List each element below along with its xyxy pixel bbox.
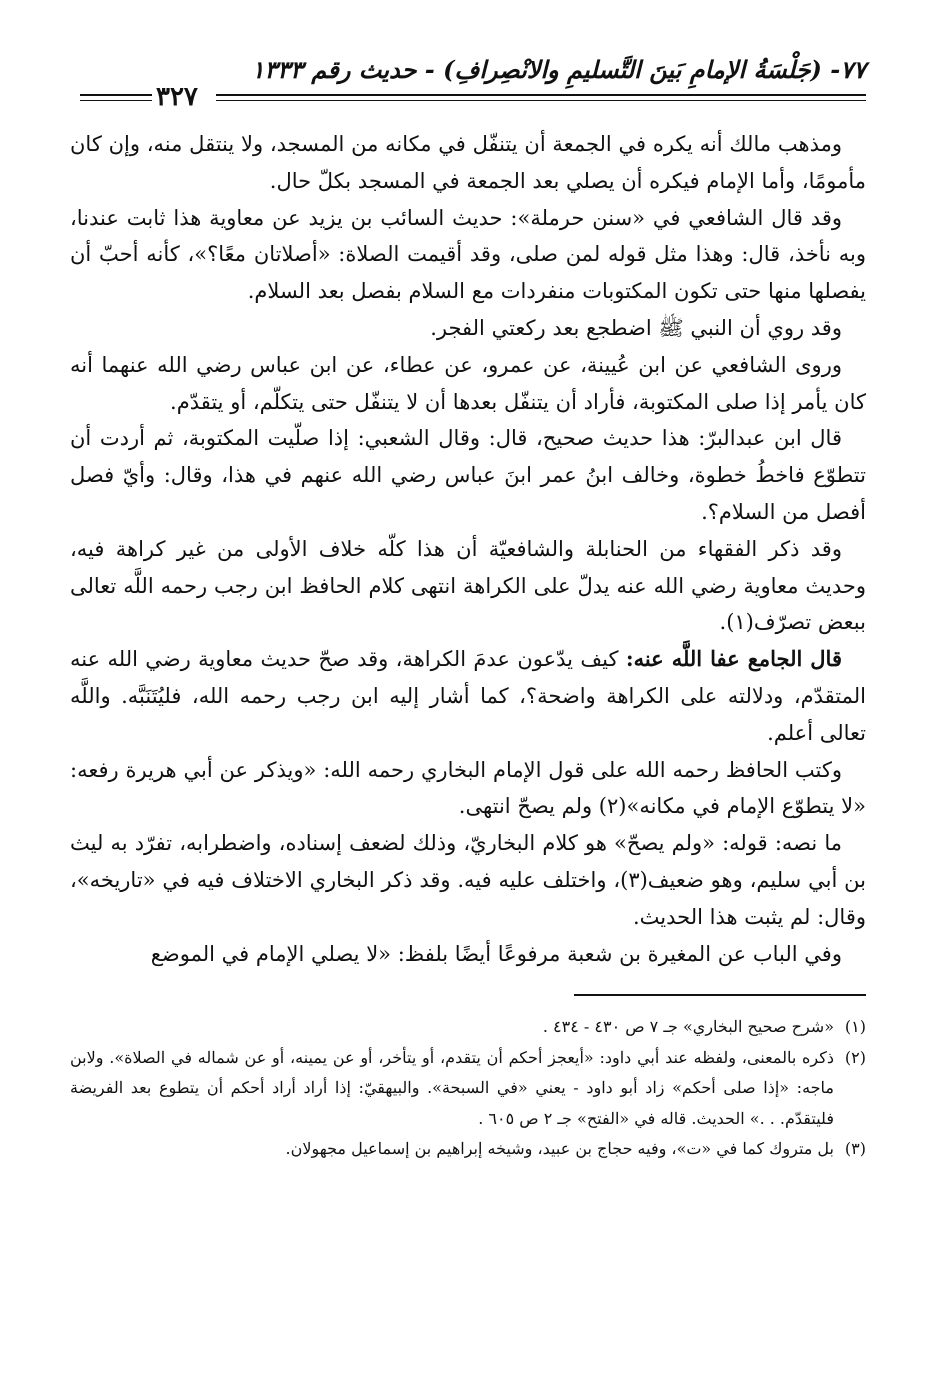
footnote-separator [574,994,866,996]
footnotes [70,1012,866,1165]
paragraph-text: وكتب الحافظ رحمه الله على قول الإمام البخاري رحمه الله: «ويذكر عن أبي هريرة رفعه: «لا يتطوّع الإمام في مكانه»(٢) ولم يصحّ انتهى. [70,757,866,819]
footnote-number: (٢) [844,1047,866,1067]
paragraph [70,936,866,973]
document-page [70,50,866,1350]
paragraph [70,825,866,935]
paragraph-text: ومذهب مالك أنه يكره في الجمعة أن يتنفّل في مكانه من المسجد، ولا ينتقل منه، وإن كان مأمومًا، وأما الإمام فيكره أن يصلي بعد الجمعة في المسجد بكلّ حال. [70,132,866,193]
footnote [70,1043,866,1135]
page-number: ٣٢٧ [156,82,198,112]
paragraph [70,126,866,200]
paragraph [70,752,866,826]
paragraph-text: وقد روي أن النبي ﷺ اضطجع بعد ركعتي الفجر. [430,315,842,340]
header-rule [216,94,866,96]
footnote-text: ذكره بالمعنى، ولفظه عند أبي داود: «أيعجز أحكم أن يتقدم، أو يتأخر، أو عن يمينه، أو عن شماله في الصلاة». ولابن ماجه: «إذا صلى أحكم» زاد أبو داود - يعني «في السبحة». والبيهقيّ: إذا أراد أراد أحكم أن يتطوع بعد الفريضة فليتقدّم. . .» الحديث. قاله في «الفتح» جـ ٢ ص ٦٠٥ . [70,1047,835,1128]
paragraph-text: وقد ذكر الفقهاء من الحنابلة والشافعيّة أن هذا كلّه خلاف الأولى من غير كراهة فيه، وحديث معاوية رضي الله عنه يدلّ على الكراهة انتهى كلام الحافظ ابن رجب رحمه اللَّه تعالى ببعض تصرّف(١). [70,536,866,635]
paragraph-text: كيف يدّعون عدمَ الكراهة، وقد صحّ حديث معاوية رضي الله عنه المتقدّم، ودلالته على الكراهة واضحة؟، كما أشار إليه ابن رجب رحمه الله، فليُتَنَبَّه. واللَّه تعالى أعلم. [70,647,866,745]
page-number-rule [80,94,152,96]
paragraph [70,531,866,641]
footnote-text: «شرح صحيح البخاري» جـ ٧ ص ٤٣٠ - ٤٣٤ . [542,1017,834,1037]
paragraph-text: وفي الباب عن المغيرة بن شعبة مرفوعًا أيضًا بلفظ: «لا يصلي الإمام في الموضع [150,941,842,966]
paragraph [70,641,866,751]
paragraph [70,347,866,421]
paragraph [70,200,866,310]
paragraph-text: وقد قال الشافعي في «سنن حرملة»: حديث السائب بن يزيد عن معاوية هذا ثابت عندنا، وبه نأخذ، قال: وهذا مثل قوله لمن صلى، وقد أقيمت الصلاة: «أصلاتان معًا؟»، كأنه أحبّ أن يفصلها منها حتى تكون المكتوبات منفردات مع السلام بفصل بعد السلام. [70,205,866,304]
footnote [70,1012,866,1043]
footnote-text: بل متروك كما في «ت»، وفيه حجاج بن عبيد، وشيخه إبراهيم بن إسماعيل مجهولان. [285,1139,834,1159]
footnote-number: (٣) [844,1139,866,1159]
paragraph-lead: قال الجامع عفا اللَّه عنه: [625,646,842,672]
footnote-number: (١) [844,1017,866,1037]
page-header [70,50,866,112]
page-number-rule [80,100,152,101]
main-text [70,126,866,972]
footnote [70,1134,866,1165]
paragraph-text: وروى الشافعي عن ابن عُيينة، عن عمرو، عن عطاء، عن ابن عباس رضي الله عنهما أنه كان يأمر إذا صلى المكتوبة، فأراد أن يتنفّل بعدها أن لا يتنفّل حتى يتكلّم، أو يتقدّم. [70,352,866,414]
paragraph-text: قال ابن عبدالبرّ: هذا حديث صحيح، قال: وقال الشعبي: إذا صلّيت المكتوبة، ثم أردت أن تتطوّع فاخطُ خطوة، وخالف ابنُ عمر ابنَ عباس رضي الله عنهم في هذا، وقال: وأيّ فصل أفصل من السلام؟. [70,426,866,524]
running-title: ٧٧- (جَلْسَةُ الإمامِ بَينَ التَّسليمِ والانْصِرافِ) - حديث رقم ١٣٣٣ [251,55,866,84]
header-rule [216,100,866,101]
paragraph [70,420,866,530]
paragraph-text: ما نصه: قوله: «ولم يصحّ» هو كلام البخاريّ، وذلك لضعف إسناده، واضطرابه، تفرّد به ليث بن أبي سليم، وهو ضعيف(٣)، واختلف عليه فيه. وقد ذكر البخاري الاختلاف فيه في «تاريخه»، وقال: لم يثبت هذا الحديث. [70,831,866,929]
paragraph [70,310,866,347]
